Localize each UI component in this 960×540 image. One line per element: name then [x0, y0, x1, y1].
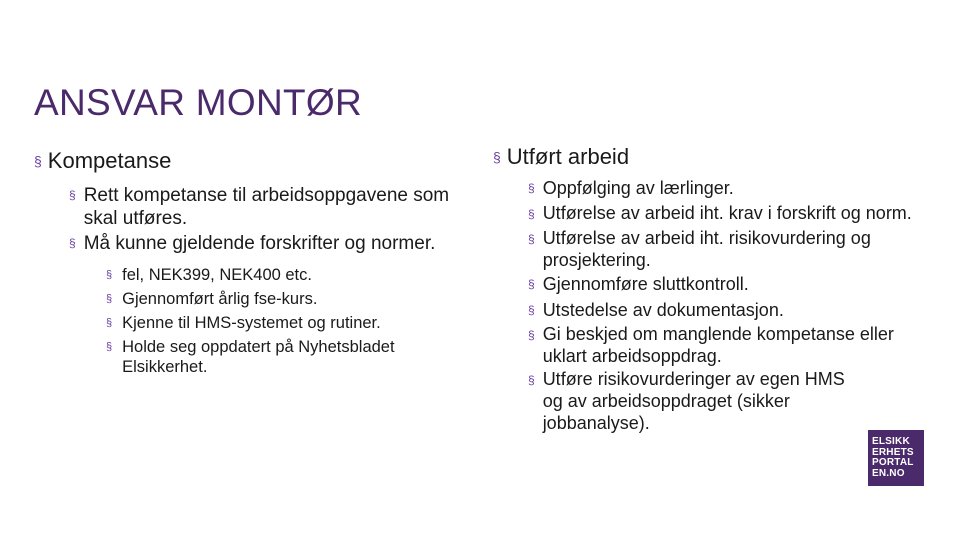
logo-line: ERHETS: [872, 446, 914, 458]
right-item-5: Gi beskjed om manglende kompetanse eller uklart arbeidsoppdrag.: [542, 324, 894, 366]
bullet-icon: §: [34, 153, 42, 169]
bullet-icon: §: [528, 232, 535, 246]
bullet-icon: §: [106, 341, 113, 353]
left-item-1: Må kunne gjeldende forskrifter og normer.: [83, 233, 436, 254]
left-subitem-0: fel, NEK399, NEK400 etc.: [122, 266, 312, 284]
list-item: [528, 176, 938, 201]
list-item: [106, 289, 484, 309]
right-column: [493, 144, 938, 434]
right-item-1: Utførelse av arbeid iht. krav i forskrift og norm.: [542, 202, 912, 223]
bullet-icon: §: [69, 236, 76, 250]
left-sublist: [34, 265, 484, 377]
list-item: [69, 184, 484, 230]
list-item: [528, 272, 938, 297]
right-heading: [493, 144, 938, 170]
right-item-3: Gjennomføre sluttkontroll.: [542, 274, 749, 294]
left-heading-text: Kompetanse: [47, 148, 172, 173]
left-subitem-3: Holde seg oppdatert på Nyhetsbladet Elsikkerhet.: [122, 338, 395, 376]
bullet-icon: §: [528, 373, 535, 387]
logo-line: EN.NO: [872, 467, 905, 479]
right-heading-text: Utført arbeid: [506, 144, 630, 169]
bullet-icon: §: [528, 206, 535, 221]
slide-title: ANSVAR MONTØR: [34, 82, 363, 123]
list-item: [106, 337, 484, 377]
list-item: [528, 227, 938, 271]
right-item-6: Utføre risikovurderinger av egen HMS og av arbeidsoppdraget (sikker jobbanalyse).: [542, 369, 845, 433]
right-item-0: Oppfølging av lærlinger.: [542, 178, 734, 198]
right-item-2: Utførelse av arbeid iht. risikovurdering og prosjektering.: [542, 228, 871, 270]
bullet-icon: §: [106, 317, 113, 329]
bullet-icon: §: [528, 328, 535, 342]
bullet-icon: §: [106, 269, 113, 281]
bullet-icon: §: [528, 181, 535, 195]
list-item: [528, 298, 938, 323]
bullet-icon: §: [528, 277, 535, 291]
list-item: [528, 368, 938, 434]
left-heading: [34, 148, 484, 174]
logo-line: PORTAL: [872, 457, 914, 468]
left-subitem-2: Kjenne til HMS-systemet og rutiner.: [122, 314, 381, 332]
list-item: [106, 313, 484, 333]
elsikkerhetsportalen-logo: [868, 430, 924, 486]
list-item: [528, 202, 938, 227]
bullet-icon: §: [69, 188, 76, 202]
logo-line: ELSIKK: [872, 436, 910, 447]
left-column: [34, 148, 484, 381]
left-subitem-1: Gjennomført årlig fse-kurs.: [122, 290, 318, 308]
bullet-icon: §: [106, 293, 113, 305]
list-item: [106, 265, 484, 285]
right-item-4: Utstedelse av dokumentasjon.: [542, 299, 784, 320]
list-item: [528, 323, 938, 367]
left-item-0: Rett kompetanse til arbeidsoppgavene som skal utføres.: [83, 185, 450, 229]
bullet-icon: §: [528, 302, 535, 317]
bullet-icon: §: [493, 149, 501, 165]
list-item: [69, 232, 484, 255]
